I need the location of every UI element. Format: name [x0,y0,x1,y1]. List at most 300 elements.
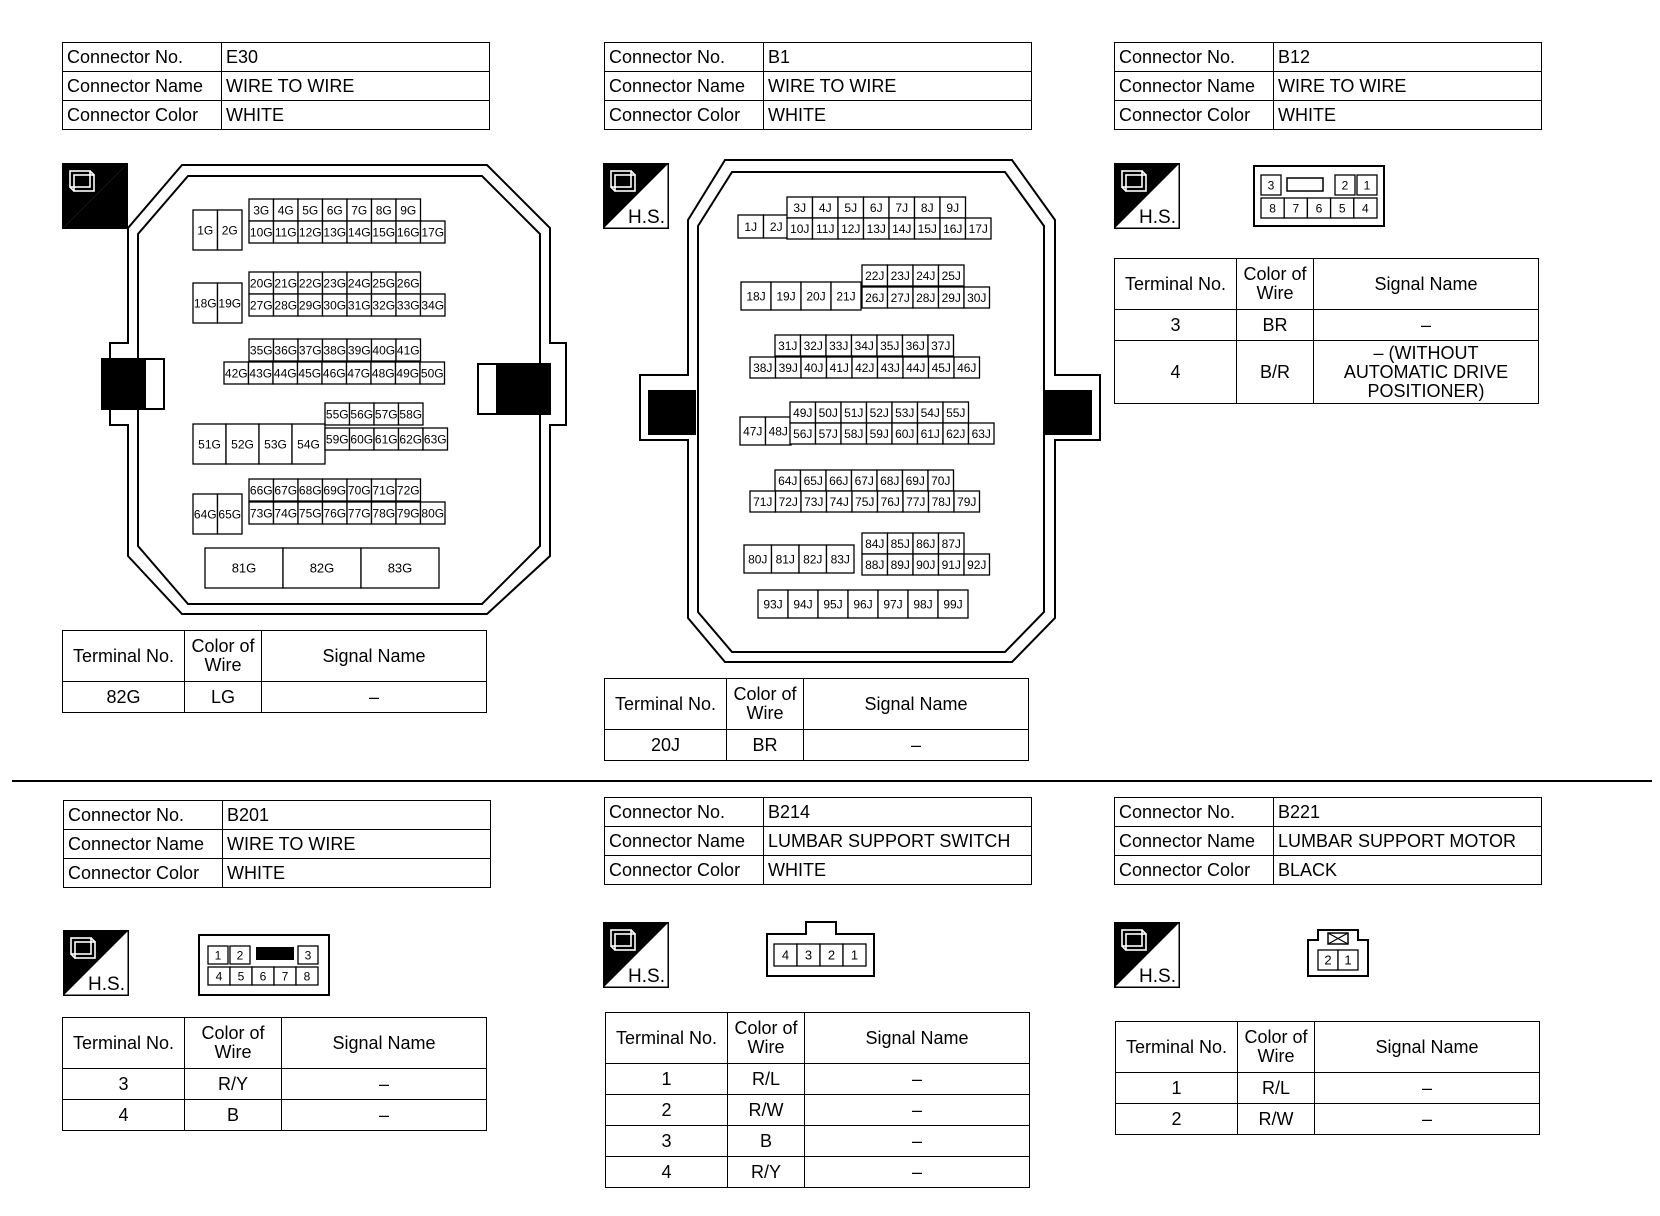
connector-name-label: Connector Name [63,72,222,101]
connector-no-label: Connector No. [64,801,223,830]
pin-label: 20J [806,289,826,304]
terminal-cell: 3 [63,1069,185,1100]
pin-label: 33J [829,338,849,353]
pin-label: 39G [347,343,371,358]
pin-label: 93J [763,597,783,612]
pin-label: 1J [744,219,758,234]
table-row [606,1095,1030,1126]
connector-color-value: WHITE [764,856,1032,885]
table-row [63,682,487,713]
connector-color-value: WHITE [1274,101,1542,130]
connector-color-label: Connector Color [605,856,764,885]
pin-label: 61G [374,432,398,447]
pin-label: 8G [375,203,392,218]
pin-label: 10G [249,225,273,240]
pin-label: 63G [423,432,447,447]
pin-label: 50J [818,405,838,420]
pin-label: 60J [895,426,915,441]
pin-label: 82G [309,560,335,576]
pin-label: 26G [396,276,420,291]
connector-no-label: Connector No. [1115,43,1274,72]
signal-name-header: Signal Name [804,679,1029,730]
terminal-cell: 4 [606,1157,728,1188]
pin-label: 38G [323,343,347,358]
terminal-cell: 3 [606,1126,728,1157]
wire-color-cell: B [728,1126,805,1157]
pin-label: 89J [890,557,910,572]
terminal-cell: 4 [63,1100,185,1131]
pin-label: 77G [347,506,371,521]
color-of-wire-header: Color of Wire [185,1018,282,1069]
connector-no-label: Connector No. [605,798,764,827]
signal-cell: – [804,730,1029,761]
pin-label: 80J [748,552,768,567]
pin-label: 54J [920,405,940,420]
table-row [1116,1104,1540,1135]
hs-label: H.S. [1139,966,1176,987]
pin-label: 55J [946,405,966,420]
pin-label: 37G [298,343,322,358]
pin-label: 33G [396,298,420,313]
connector-color-value: WHITE [222,101,490,130]
pin-label: 21J [836,289,856,304]
connector-name-label: Connector Name [1115,72,1274,101]
table-row [1115,310,1539,341]
pin-label: 65G [218,507,242,522]
pin-label: 47J [743,424,763,439]
pin-label: 78G [372,506,396,521]
pin-label: 39J [778,360,798,375]
wire-color-cell: R/W [728,1095,805,1126]
terminal-cell: 2 [1116,1104,1238,1135]
pin-label: 94J [793,597,813,612]
pin-label: 52G [231,437,254,452]
pin-label: 7G [351,203,368,218]
pin-label: 55G [325,407,349,422]
pin-label: 76G [323,506,347,521]
table-row [1116,1073,1540,1104]
pin-label: 40J [804,360,824,375]
pin-label: 45J [931,360,951,375]
pin-label: 68G [298,483,322,498]
hs-label: H.S. [628,207,665,228]
pin-label: 6G [326,203,343,218]
connector-face-b221 [1306,928,1370,978]
pin-label: 26J [865,290,885,305]
terminal-no-header: Terminal No. [63,631,185,682]
pin-label: 83J [830,552,850,567]
pin-label: 70G [347,483,371,498]
pin-label: 50G [420,366,444,381]
pin-label: 62G [399,432,423,447]
connector-name-label: Connector Name [64,830,223,859]
pin-label: 46G [322,366,346,381]
terminal-table-b201 [62,1017,487,1131]
pin-label: 17G [421,225,445,240]
pin-label: 64J [778,473,798,488]
connector-face-b12 [1253,165,1385,227]
color-of-wire-header: Color of Wire [728,1013,805,1064]
pin-label: 4J [818,200,832,215]
pin-label: 54G [297,437,320,452]
signal-name-header: Signal Name [262,631,487,682]
connector-color-value: WHITE [764,101,1032,130]
pin-label: 8J [920,200,934,215]
pin-label: 16J [943,221,963,236]
pin-label: 15J [917,221,937,236]
pin-label: 69J [905,473,925,488]
pin-label: 23G [323,276,347,291]
terminal-cell: 1 [1116,1073,1238,1104]
pin-label: 2G [221,223,238,238]
pin-label: 10J [790,221,810,236]
pin-label: 17J [968,221,988,236]
pin-label: 34G [421,298,445,313]
pin-label: 27J [890,290,910,305]
pin-label: 36J [905,338,925,353]
signal-name-header: Signal Name [805,1013,1030,1064]
pin-label: 73J [804,494,824,509]
pin-label: 71J [753,494,773,509]
terminal-cell: 2 [606,1095,728,1126]
pin-label: 64G [193,507,217,522]
pin-label: 11G [274,225,297,240]
pin-label: 38J [753,360,773,375]
signal-cell: – [282,1100,487,1131]
wire-color-cell: R/L [728,1064,805,1095]
pin-label: 65J [803,473,823,488]
connector-no-value: B201 [223,801,491,830]
pin-label: 84J [865,536,885,551]
signal-cell: – [805,1095,1030,1126]
pin-label: 30J [967,290,987,305]
pin-label: 18J [746,289,766,304]
pin-label: 92J [967,557,987,572]
table-row [605,730,1029,761]
pin-label: 19J [776,289,796,304]
pin-label: 5G [302,203,319,218]
pin-label: 72G [396,483,420,498]
connector-color-label: Connector Color [63,101,222,130]
connector-color-label: Connector Color [1115,856,1274,885]
connector-no-value: B1 [764,43,1032,72]
color-of-wire-header: Color of Wire [1238,1022,1315,1073]
pin-label: 24J [916,268,936,283]
connector-name-value: LUMBAR SUPPORT SWITCH [764,827,1032,856]
connector-no-value: E30 [222,43,490,72]
pin-label: 3 [804,947,813,963]
table-row [606,1157,1030,1188]
pin-label: 74J [829,494,849,509]
signal-cell: – [1315,1073,1540,1104]
pin-label: 12G [298,225,322,240]
color-of-wire-header: Color of Wire [185,631,262,682]
pin-label: 31G [347,298,371,313]
polarity-key [1287,178,1323,191]
connector-no-label: Connector No. [63,43,222,72]
pin-label: 75G [298,506,322,521]
terminal-no-header: Terminal No. [606,1013,728,1064]
pin-label: 52J [869,405,889,420]
pin-label: 96J [853,597,873,612]
color-of-wire-header: Color of Wire [727,679,804,730]
pin-label: 71G [372,483,396,498]
pin-label: 83G [387,560,413,576]
pin-label: 60G [350,432,374,447]
pin-label: 6J [869,200,883,215]
pin-label: 41G [396,343,420,358]
signal-cell: – [805,1064,1030,1095]
pin-label: 63J [971,426,991,441]
pin-label: 97J [883,597,903,612]
pin-label: 80G [421,506,445,521]
pin-label: 53J [895,405,915,420]
pin-label: 35G [249,343,273,358]
pin-label: 29G [298,298,322,313]
connector-name-label: Connector Name [1115,827,1274,856]
pin-label: 40G [372,343,396,358]
pin-label: 27G [249,298,273,313]
pin-label: 2 [1341,178,1349,193]
signal-cell: – [805,1157,1030,1188]
pin-label: 75J [855,494,875,509]
pin-label: 5J [844,200,858,215]
table-row [63,1100,487,1131]
pin-label: 77J [906,494,926,509]
pin-label: 42G [224,366,248,381]
pin-label: 87J [941,536,961,551]
pin-label: 1 [1344,952,1352,968]
wire-color-cell: BR [1237,310,1314,341]
pin-label: 9J [946,200,960,215]
pin-label: 90J [916,557,936,572]
pin-label: 18G [193,296,217,311]
pin-label: 69G [323,483,347,498]
pin-label: 51J [844,405,864,420]
terminal-table-e30 [62,630,487,713]
pin-label: 34J [854,338,874,353]
pin-label: 32J [803,338,823,353]
table-row [606,1064,1030,1095]
pin-label: 35J [880,338,900,353]
pin-label: 14J [892,221,912,236]
connector-face-b201 [198,934,330,996]
pin-label: 11J [816,221,835,236]
terminal-cell: 4 [1115,341,1237,404]
pin-grid-b1 [738,197,994,618]
pin-label: 1 [1363,178,1371,193]
terminal-table-b12 [1114,258,1539,404]
pin-label: 67J [854,473,874,488]
pin-label: 78J [931,494,951,509]
connector-name-value: WIRE TO WIRE [223,830,491,859]
terminal-no-header: Terminal No. [605,679,727,730]
pin-label: 76J [880,494,900,509]
pin-label: 48G [371,366,395,381]
pin-label: 2J [769,219,783,234]
pin-label: 47G [347,366,371,381]
terminal-cell: 20J [605,730,727,761]
pin-label: 22J [865,268,885,283]
pin-label: 58J [844,426,864,441]
pin-label: 2 [1324,952,1332,968]
pin-label: 25G [372,276,396,291]
pin-label: 1 [850,947,859,963]
pin-label: 14G [347,225,371,240]
signal-name-header: Signal Name [1315,1022,1540,1073]
pin-label: 4 [1362,201,1369,216]
pin-label: 3G [253,203,270,218]
wire-color-cell: R/Y [185,1069,282,1100]
pin-label: 91J [941,557,961,572]
pin-label: 43J [880,360,900,375]
wire-color-cell: B/R [1237,341,1314,404]
connector-color-label: Connector Color [64,859,223,888]
pin-label: 23J [890,268,910,283]
pin-label: 3 [1267,178,1275,193]
pin-label: 82J [803,552,823,567]
pin-label: 44G [273,366,297,381]
connector-face-b214 [766,920,876,978]
pin-label: 4 [781,947,790,963]
signal-cell: – [282,1069,487,1100]
pin-label: 9G [400,203,417,218]
pin-label: 1G [197,223,214,238]
pin-label: 67G [274,483,298,498]
pin-label: 49J [793,405,813,420]
pin-label: 13G [323,225,347,240]
signal-name-header: Signal Name [1314,259,1539,310]
pin-label: 41J [829,360,849,375]
pin-label: 3J [793,200,807,215]
pin-label: 6 [1315,201,1323,216]
pin-label: 4 [215,969,223,984]
terminal-cell: 82G [63,682,185,713]
pin-label: 36G [274,343,298,358]
pin-label: 45G [298,366,322,381]
pin-label: 66J [829,473,849,488]
connector-name-value: WIRE TO WIRE [1274,72,1542,101]
connector-no-label: Connector No. [605,43,764,72]
pin-label: 61J [920,426,940,441]
connector-name-value: WIRE TO WIRE [764,72,1032,101]
terminal-table-b221 [1115,1021,1540,1135]
connector-no-label: Connector No. [1115,798,1274,827]
hs-label: H.S. [87,207,124,228]
connector-color-value: WHITE [223,859,491,888]
section-divider [12,780,1652,782]
connector-name-label: Connector Name [605,827,764,856]
pin-label: 81G [231,560,257,576]
pin-label: 98J [913,597,933,612]
pin-label: 2 [236,948,244,963]
pin-label: 88J [865,557,885,572]
signal-cell: – [805,1126,1030,1157]
signal-cell: – (WITHOUT AUTOMATIC DRIVE POSITIONER) [1314,341,1539,404]
pin-label: 81J [775,552,795,567]
pin-label: 8 [303,969,311,984]
pin-label: 6 [259,969,267,984]
pin-label: 31J [778,338,798,353]
pin-label: 57G [374,407,398,422]
pin-label: 59G [325,432,349,447]
pin-label: 74G [274,506,298,521]
pin-label: 62J [946,426,966,441]
pin-label: 43G [249,366,273,381]
connector-no-value: B221 [1274,798,1542,827]
pin-label: 66G [249,483,273,498]
color-of-wire-header: Color of Wire [1237,259,1314,310]
hs-label: H.S. [1139,207,1176,228]
signal-cell: – [1314,310,1539,341]
pin-label: 79G [396,506,420,521]
connector-color-value: BLACK [1274,856,1542,885]
wire-color-cell: B [185,1100,282,1131]
pin-label: 8 [1269,201,1276,216]
pin-label: 99J [943,597,963,612]
pin-label: 5 [1338,201,1346,216]
hs-label: H.S. [628,966,665,987]
connector-name-value: LUMBAR SUPPORT MOTOR [1274,827,1542,856]
pin-label: 21G [274,276,298,291]
terminal-cell: 1 [606,1064,728,1095]
pin-label: 48J [768,424,788,439]
connector-color-label: Connector Color [605,101,764,130]
pin-label: 7J [895,200,909,215]
pin-label: 22G [298,276,322,291]
pin-label: 58G [399,407,423,422]
pin-label: 86J [916,536,936,551]
pin-label: 30G [323,298,347,313]
pin-label: 46J [957,360,977,375]
pin-label: 53G [264,437,287,452]
pin-label: 79J [957,494,977,509]
pin-label: 7 [1292,201,1300,216]
pin-label: 2 [827,947,836,963]
pin-label: 24G [347,276,371,291]
wire-color-cell: R/W [1238,1104,1315,1135]
pin-label: 25J [941,268,961,283]
signal-cell: – [1315,1104,1540,1135]
pin-label: 16G [396,225,420,240]
terminal-no-header: Terminal No. [1116,1022,1238,1073]
terminal-no-header: Terminal No. [63,1018,185,1069]
pin-label: 37J [931,338,951,353]
wire-color-cell: BR [727,730,804,761]
signal-name-header: Signal Name [282,1018,487,1069]
terminal-cell: 3 [1115,310,1237,341]
pin-label: 32G [372,298,396,313]
pin-label: 56G [350,407,374,422]
pin-label: 5 [237,969,245,984]
pin-label: 3 [304,948,312,963]
pin-label: 57J [818,426,838,441]
pin-label: 70J [931,473,951,488]
pin-label: 42J [855,360,875,375]
wire-color-cell: R/Y [728,1157,805,1188]
terminal-table-b214 [605,1012,1030,1188]
pin-label: 44J [906,360,926,375]
terminal-no-header: Terminal No. [1115,259,1237,310]
pin-label: 68J [880,473,900,488]
pin-label: 7 [281,969,289,984]
signal-cell: – [262,682,487,713]
terminal-table-b1 [604,678,1029,761]
pin-label: 85J [890,536,910,551]
connector-name-value: WIRE TO WIRE [222,72,490,101]
pin-label: 51G [198,437,221,452]
hs-label: H.S. [88,974,125,995]
